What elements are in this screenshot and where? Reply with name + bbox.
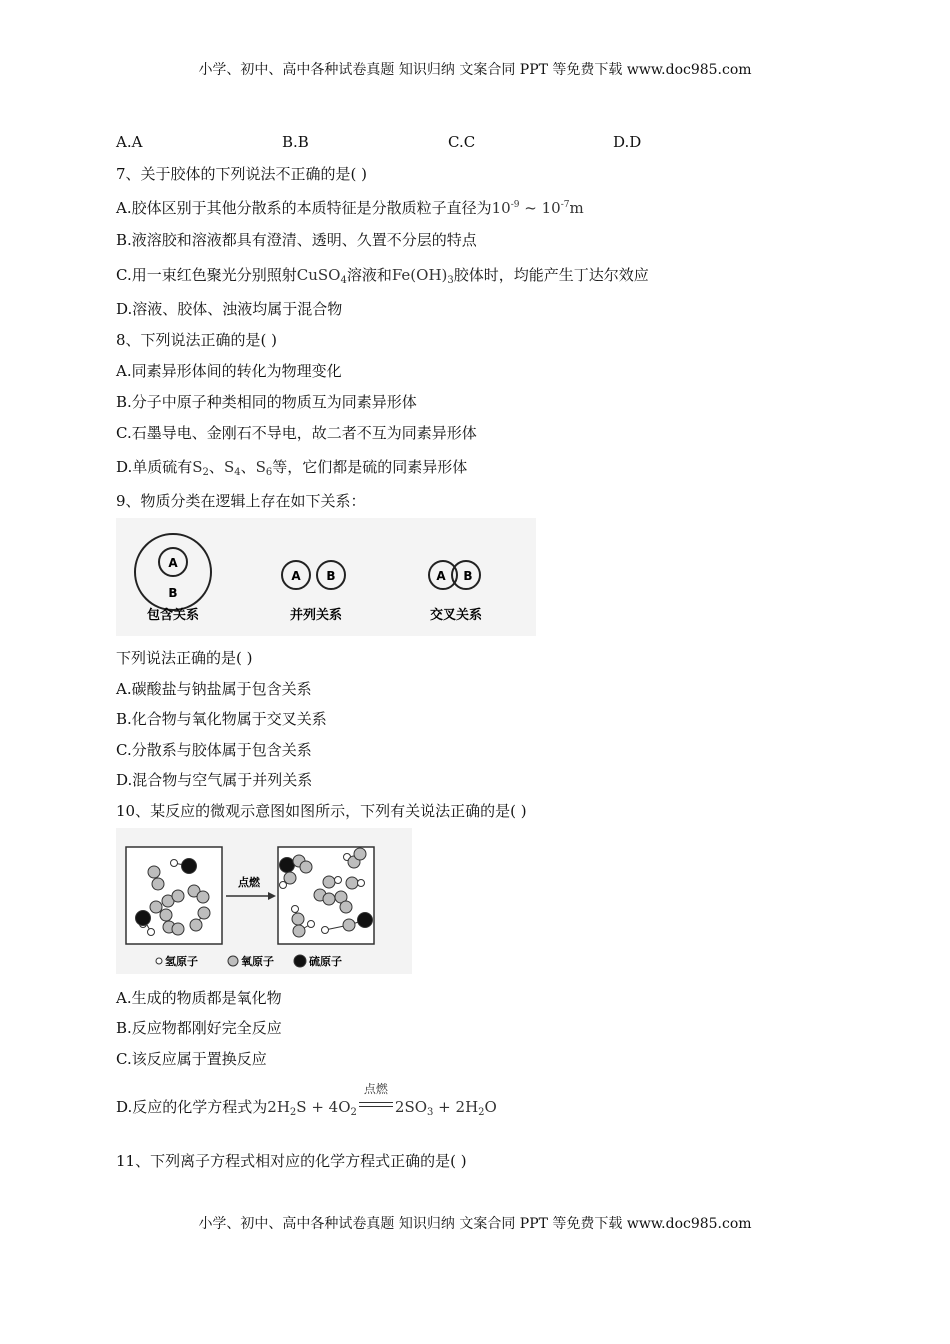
q7-a-sep: ~: [519, 199, 542, 217]
eq-p2-b: O: [484, 1098, 497, 1116]
q10-reaction-diagram: [116, 828, 412, 974]
eq-r2-a-sub: 2: [350, 1107, 357, 1118]
q11-stem: 11、下列离子方程式相对应的化学方程式正确的是( ): [116, 1152, 467, 1170]
sulfur-atom: [358, 913, 373, 928]
eq-condition-label: 点燃: [363, 1082, 388, 1096]
q7-a-formula: [492, 199, 584, 217]
eq-r1-a: H: [276, 1098, 290, 1116]
cross-b-label: B: [463, 569, 473, 583]
q7-a-exp2: -7: [560, 200, 570, 210]
sulfur-atom: [136, 911, 151, 926]
eq-double-bar: [359, 1102, 393, 1107]
q8-s4-sub: 4: [234, 467, 241, 478]
q10-d-text: D.反应的化学方程式为: [116, 1098, 268, 1116]
parallel-a-label: A: [291, 569, 301, 583]
sulfur-atom: [182, 859, 197, 874]
q7-option-a: [116, 197, 584, 218]
q6-option-d: D.D: [613, 133, 642, 151]
oxygen-atom: [197, 891, 209, 903]
q7-c-part2: 溶液和: [346, 266, 392, 284]
cross-caption: 交叉关系: [429, 608, 483, 623]
legend-oxygen-label: 氧原子: [241, 955, 274, 968]
q7-c-f1: CuSO: [296, 266, 341, 284]
q9-option-d: D.混合物与空气属于并列关系: [116, 771, 313, 789]
page-footer: 小学、初中、高中各种试卷真题 知识归纳 文案合同 PPT 等免费下载 www.doc985.com: [198, 1216, 752, 1232]
q7-stem: 7、关于胶体的下列说法不正确的是( ): [116, 165, 368, 183]
oxygen-atom: [172, 890, 184, 902]
hydrogen-atom: [358, 880, 365, 887]
oxygen-atom: [190, 919, 202, 931]
q7-option-d: D.溶液、胶体、浊液均属于混合物: [116, 300, 343, 318]
q8-d-s4: [224, 458, 241, 476]
eq-p2-a: H: [465, 1098, 479, 1116]
oxygen-atom: [346, 877, 358, 889]
eq-plus-1: +: [306, 1098, 329, 1116]
hydrogen-atom: [148, 929, 155, 936]
eq-p1-a-sub: 3: [427, 1107, 434, 1118]
q10-option-c: C.该反应属于置换反应: [116, 1050, 267, 1068]
oxygen-atom: [160, 909, 172, 921]
eq-p2-coef: 2: [455, 1098, 466, 1116]
eq-r1-a-sub: 2: [289, 1107, 297, 1118]
q7-c-part3: 胶体时，均能产生丁达尔效应: [453, 266, 649, 284]
q8-s2: S: [192, 458, 203, 476]
q7-c-feoh3: [392, 266, 454, 284]
eq-p1-a: SO: [404, 1098, 428, 1116]
q8-sep2: 、: [240, 458, 256, 476]
oxygen-atom: [152, 878, 164, 890]
q7-c-f1-sub: 4: [340, 275, 347, 286]
cross-a-label: A: [436, 569, 446, 583]
q9-relation-diagram: [116, 518, 536, 636]
q7-a-base2: 10: [541, 199, 561, 217]
legend-oxygen-icon: [228, 956, 238, 966]
q7-c-part1: C.用一束红色聚光分别照射: [116, 266, 297, 284]
oxygen-atom: [292, 913, 304, 925]
hydrogen-atom: [171, 860, 178, 867]
eq-p1-coef: 2: [394, 1098, 405, 1116]
q10-equation: [267, 1082, 497, 1118]
q6-option-a: A.A: [116, 133, 143, 151]
q8-d-part1: D.单质硫有: [116, 458, 193, 476]
hydrogen-atom: [308, 921, 315, 928]
contain-b-label: B: [168, 586, 178, 600]
contain-caption: 包含关系: [146, 608, 200, 623]
oxygen-atom: [150, 901, 162, 913]
q8-option-b: B.分子中原子种类相同的物质互为同素异形体: [116, 393, 417, 411]
q8-option-c: C.石墨导电、金刚石不导电，故二者不互为同素异形体: [116, 424, 477, 442]
eq-p2-a-sub: 2: [478, 1107, 485, 1118]
eq-r2-a: O: [338, 1098, 351, 1116]
q10-stem: 10、某反应的微观示意图如图所示，下列有关说法正确的是( ): [116, 802, 527, 820]
q9-option-a: A.碳酸盐与钠盐属于包含关系: [116, 680, 312, 698]
hydrogen-atom: [322, 927, 329, 934]
q9-stem: 9、物质分类在逻辑上存在如下关系：: [116, 492, 366, 510]
q8-option-d: [116, 456, 467, 478]
q10-option-b: B.反应物都刚好完全反应: [116, 1019, 282, 1037]
oxygen-atom: [172, 923, 184, 935]
q8-option-a: A.同素异形体间的转化为物理变化: [116, 362, 342, 380]
contain-a-label: A: [168, 556, 178, 570]
hydrogen-atom: [335, 877, 342, 884]
legend-sulfur-label: 硫原子: [309, 955, 342, 968]
q6-option-b: B.B: [282, 133, 309, 151]
q9-sub-stem: 下列说法正确的是( ): [116, 649, 253, 667]
eq-r1-b: S: [296, 1098, 307, 1116]
eq-r2-coef: 4: [328, 1098, 339, 1116]
q7-c-cuso4: [297, 266, 347, 284]
eq-condition: [359, 1082, 393, 1112]
q8-s2-sub: 2: [202, 467, 209, 478]
legend-hydrogen-label: 氢原子: [165, 955, 198, 968]
oxygen-atom: [340, 901, 352, 913]
q8-s4: S: [223, 458, 235, 476]
oxygen-atom: [148, 866, 160, 878]
arrow-condition-label: 点燃: [238, 876, 260, 889]
eq-plus-2: +: [433, 1098, 456, 1116]
q8-sep1: 、: [208, 458, 224, 476]
parallel-caption: 并列关系: [289, 608, 343, 623]
eq-r1-coef: 2: [267, 1098, 277, 1116]
oxygen-atom: [354, 848, 366, 860]
q8-s6: S: [255, 458, 266, 476]
parallel-b-label: B: [326, 569, 336, 583]
q7-a-unit: m: [569, 199, 584, 217]
q8-d-s2: [192, 458, 209, 476]
q7-option-b: B.液溶胶和溶液都具有澄清、透明、久置不分层的特点: [116, 231, 477, 249]
oxygen-atom: [300, 861, 312, 873]
hydrogen-atom: [292, 906, 299, 913]
q7-c-f2-sub: 3: [447, 275, 454, 286]
oxygen-atom: [323, 893, 335, 905]
oxygen-atom: [323, 876, 335, 888]
q6-option-c: C.C: [448, 133, 476, 151]
sulfur-atom: [280, 858, 295, 873]
q7-c-f2: Fe(OH): [391, 266, 448, 284]
q7-a-exp1: -9: [510, 200, 520, 210]
q7-option-c: [116, 264, 649, 286]
q10-option-a: A.生成的物质都是氧化物: [116, 989, 282, 1007]
q8-stem: 8、下列说法正确的是( ): [116, 331, 278, 349]
q8-d-s6: [256, 458, 273, 476]
q10-option-d: [116, 1082, 497, 1118]
q8-d-part2: 等，它们都是硫的同素异形体: [272, 458, 468, 476]
q7-a-base1: 10: [491, 199, 511, 217]
q9-option-c: C.分散系与胶体属于包含关系: [116, 741, 312, 759]
q9-option-b: B.化合物与氧化物属于交叉关系: [116, 710, 327, 728]
legend-hydrogen-icon: [156, 958, 162, 964]
q8-s6-sub: 6: [265, 467, 273, 478]
oxygen-atom: [343, 919, 355, 931]
page-header: 小学、初中、高中各种试卷真题 知识归纳 文案合同 PPT 等免费下载 www.doc985.com: [198, 62, 752, 78]
legend-sulfur-icon: [294, 955, 306, 967]
oxygen-atom: [198, 907, 210, 919]
hydrogen-atom: [280, 882, 287, 889]
oxygen-atom: [293, 925, 305, 937]
q7-a-text: A.胶体区别于其他分散系的本质特征是分散质粒子直径为: [116, 199, 492, 217]
